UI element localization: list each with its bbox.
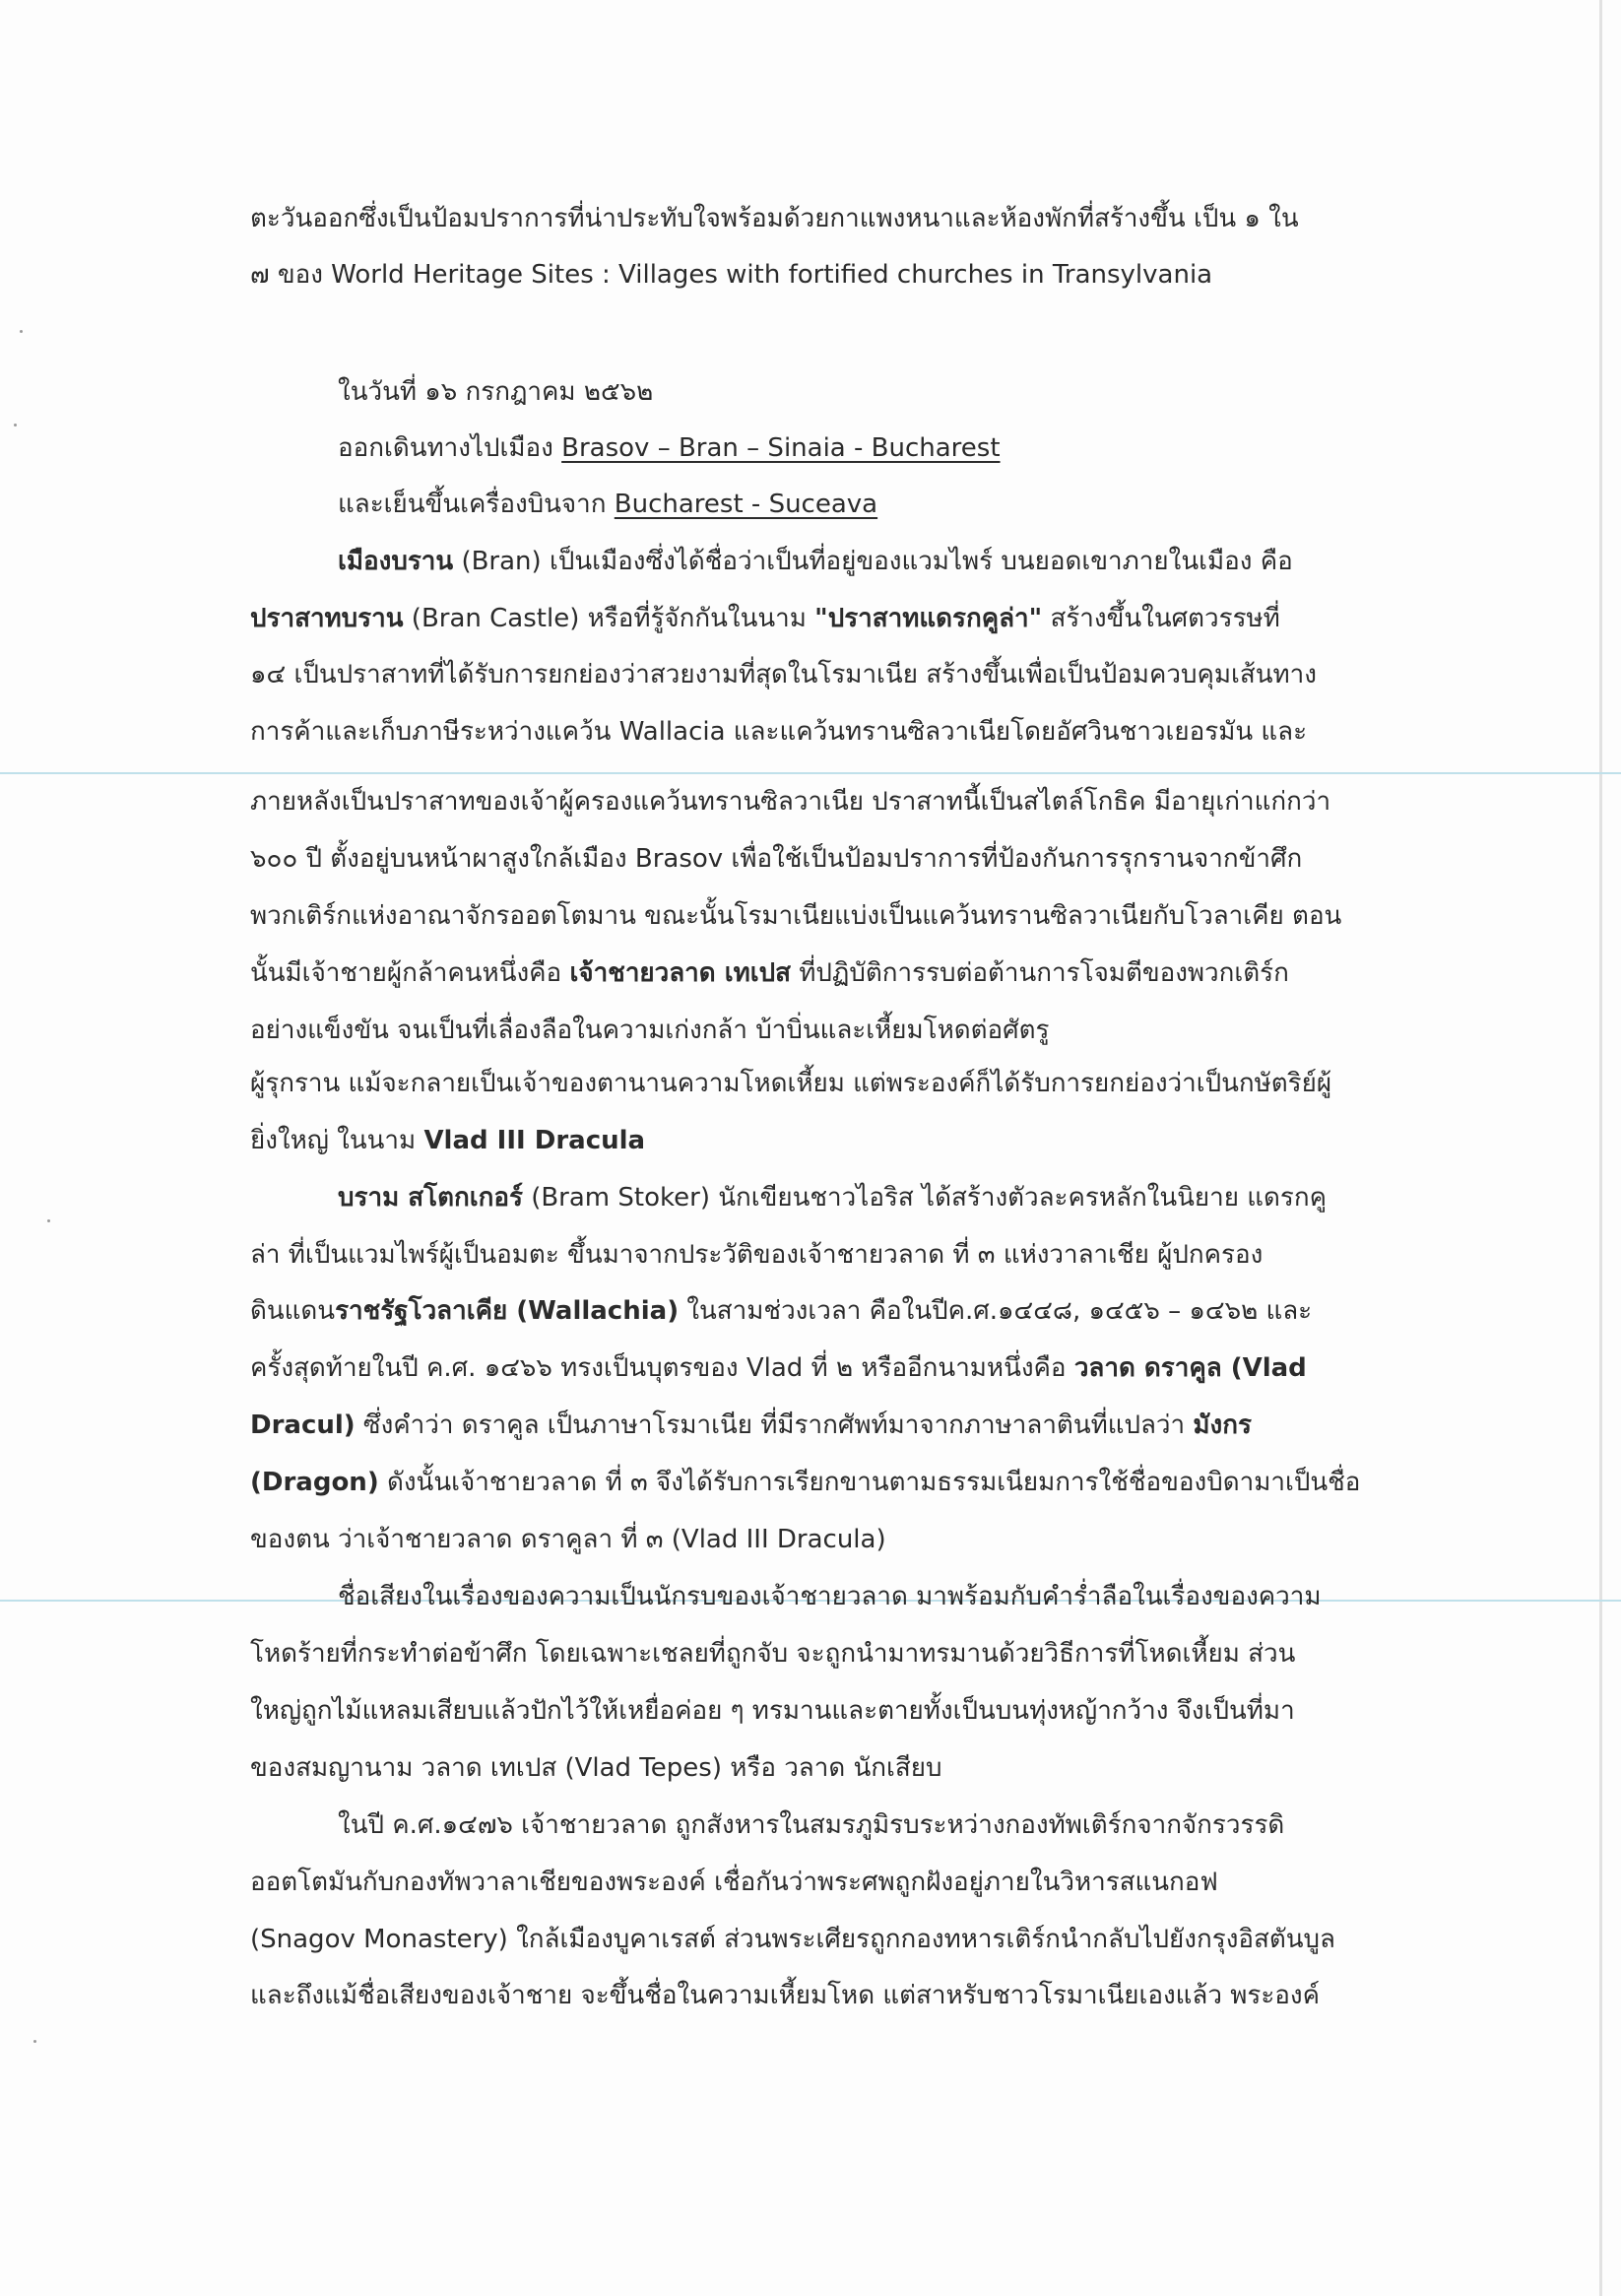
text-line: ครั้งสุดท้ายในปี ค.ศ. ๑๔๖๖ ทรงเป็นบุตรของ Vlad ที่ ๒ หรืออีกนามหนึ่งคือ วลาด ดราคูล (Vlad bbox=[250, 1353, 1307, 1383]
scan-speck bbox=[33, 2040, 36, 2043]
text-line: (Dragon) ดังนั้นเจ้าชายวลาด ที่ ๓ จึงได้รับการเรียกขานตามธรรมเนียมการใช้ชื่อของบิดามาเป็นชื่อ bbox=[250, 1468, 1361, 1497]
text-line: (Snagov Monastery) ใกล้เมืองบูคาเรสต์ ส่วนพระเศียรถูกกองทหารเติร์กนำกลับไปยังกรุงอิสตันบูล bbox=[250, 1925, 1335, 1954]
text-line: ภายหลังเป็นปราสาทของเจ้าผู้ครองแคว้นทรานซิลวาเนีย ปราสาทนี้เป็นสไตล์โกธิค มีอายุเก่าแก่กว่า bbox=[250, 787, 1331, 817]
scan-rule-top bbox=[0, 772, 1621, 774]
text-line: พวกเติร์กแห่งอาณาจักรออตโตมาน ขณะนั้นโรมาเนียแบ่งเป็นแคว้นทรานซิลวาเนียกับโวลาเคีย ตอน bbox=[250, 901, 1342, 931]
text-line: การค้าและเก็บภาษีระหว่างแคว้น Wallacia และแคว้นทรานซิลวาเนียโดยอัศวินชาวเยอรมัน และ bbox=[250, 717, 1308, 747]
text-line: ยิ่งใหญ่ ในนาม Vlad III Dracula bbox=[250, 1126, 646, 1155]
text-line: ๑๔ เป็นปราสาทที่ได้รับการยกย่องว่าสวยงามที่สุดในโรมาเนีย สร้างขึ้นเพื่อเป็นป้อมควบคุมเส้นทาง bbox=[250, 660, 1317, 689]
text-line: บราม สโตกเกอร์ (Bram Stoker) นักเขียนชาวไอริส ได้สร้างตัวละครหลักในนิยาย แดรกคู bbox=[338, 1183, 1328, 1213]
text-line: ใหญ่ถูกไม้แหลมเสียบแล้วปักไว้ให้เหยื่อค่อย ๆ ทรมานและตายทั้งเป็นบนทุ่งหญ้ากว้าง จึงเป็นที่มา bbox=[250, 1696, 1295, 1726]
text-line: เมืองบราน (Bran) เป็นเมืองซึ่งได้ชื่อว่าเป็นที่อยู่ของแวมไพร์ บนยอดเขาภายในเมือง คือ bbox=[338, 547, 1293, 576]
text-line: ตะวันออกซึ่งเป็นป้อมปราการที่น่าประทับใจพร้อมด้วยกาแพงหนาและห้องพักที่สร้างขึ้น เป็น ๑ ใน bbox=[250, 204, 1299, 233]
route-underlined: Brasov – Bran – Sinaia - Bucharest bbox=[561, 433, 1001, 463]
text-line: ดินแดนราชรัฐโวลาเคีย (Wallachia) ในสามช่วงเวลา คือในปีค.ศ.๑๔๔๘, ๑๔๕๖ – ๑๔๖๒ และ bbox=[250, 1296, 1313, 1326]
text-line: ในปี ค.ศ.๑๔๗๖ เจ้าชายวลาด ถูกสังหารในสมรภูมิรบระหว่างกองทัพเติร์กจากจักรวรรดิ bbox=[338, 1810, 1285, 1840]
scan-speck bbox=[14, 424, 17, 426]
text-line: ปราสาทบราน (Bran Castle) หรือที่รู้จักกันในนาม "ปราสาทแดรกคูล่า" สร้างขึ้นในศตวรรษที่ bbox=[250, 604, 1280, 633]
text-line: ๗ ของ World Heritage Sites : Villages with fortified churches in Transylvania bbox=[250, 260, 1213, 290]
text-line: อย่างแข็งขัน จนเป็นที่เลื่องลือในความเก่งกล้า บ้าบิ่นและเหี้ยมโหดต่อศัตรู bbox=[250, 1016, 1050, 1045]
date-line: ในวันที่ ๑๖ กรกฎาคม ๒๕๖๒ bbox=[338, 377, 654, 407]
itinerary-line: ออกเดินทางไปเมือง Brasov – Bran – Sinaia - Bucharest bbox=[338, 433, 1001, 463]
text-line: ๖๐๐ ปี ตั้งอยู่บนหน้าผาสูงใกล้เมือง Brasov เพื่อใช้เป็นป้อมปราการที่ป้องกันการรุกรานจากข้าศึก bbox=[250, 844, 1303, 874]
scan-speck bbox=[47, 1219, 50, 1222]
text-line: และถึงแม้ชื่อเสียงของเจ้าชาย จะขึ้นชื่อในความเหี้ยมโหด แต่สาหรับชาวโรมาเนียเองแล้ว พระองค์ bbox=[250, 1981, 1320, 2010]
flight-underlined: Bucharest - Suceava bbox=[614, 490, 878, 519]
text-line: ผู้รุกราน แม้จะกลายเป็นเจ้าของตานานความโหดเหี้ยม แต่พระองค์ก็ได้รับการยกย่องว่าเป็นกษัตริย์ผู้ bbox=[250, 1069, 1332, 1098]
scan-edge-line bbox=[1599, 0, 1602, 2296]
text-line: นั้นมีเจ้าชายผู้กล้าคนหนึ่งคือ เจ้าชายวลาด เทเปส ที่ปฏิบัติการรบต่อต้านการโจมตีของพวกเติร์ก bbox=[250, 958, 1289, 988]
text-line: ของสมญานาม วลาด เทเปส (Vlad Tepes) หรือ วลาด นักเสียบ bbox=[250, 1753, 942, 1783]
text-line: ของตน ว่าเจ้าชายวลาด ดราคูลา ที่ ๓ (Vlad III Dracula) bbox=[250, 1525, 886, 1554]
itinerary-line: และเย็นขึ้นเครื่องบินจาก Bucharest - Suceava bbox=[338, 490, 878, 519]
text-line: ออตโตมันกับกองทัพวาลาเชียของพระองค์ เชื่อกันว่าพระศพถูกฝังอยู่ภายในวิหารสแนกอฟ bbox=[250, 1868, 1218, 1897]
text-line: ชื่อเสียงในเรื่องของความเป็นนักรบของเจ้าชายวลาด มาพร้อมกับคำร่ำลือในเรื่องของความ bbox=[338, 1582, 1322, 1611]
text-line: ล่า ที่เป็นแวมไพร์ผู้เป็นอมตะ ขึ้นมาจากประวัติของเจ้าชายวลาด ที่ ๓ แห่งวาลาเชีย ผู้ปกครอง bbox=[250, 1240, 1264, 1270]
scan-speck bbox=[20, 330, 23, 333]
text-line: Dracul) ซึ่งคำว่า ดราคูล เป็นภาษาโรมาเนีย ที่มีรากศัพท์มาจากภาษาลาตินที่แปลว่า มังกร bbox=[250, 1410, 1252, 1440]
text-line: โหดร้ายที่กระทำต่อข้าศึก โดยเฉพาะเชลยที่ถูกจับ จะถูกนำมาทรมานด้วยวิธีการที่โหดเหี้ยม ส่วน bbox=[250, 1639, 1296, 1669]
